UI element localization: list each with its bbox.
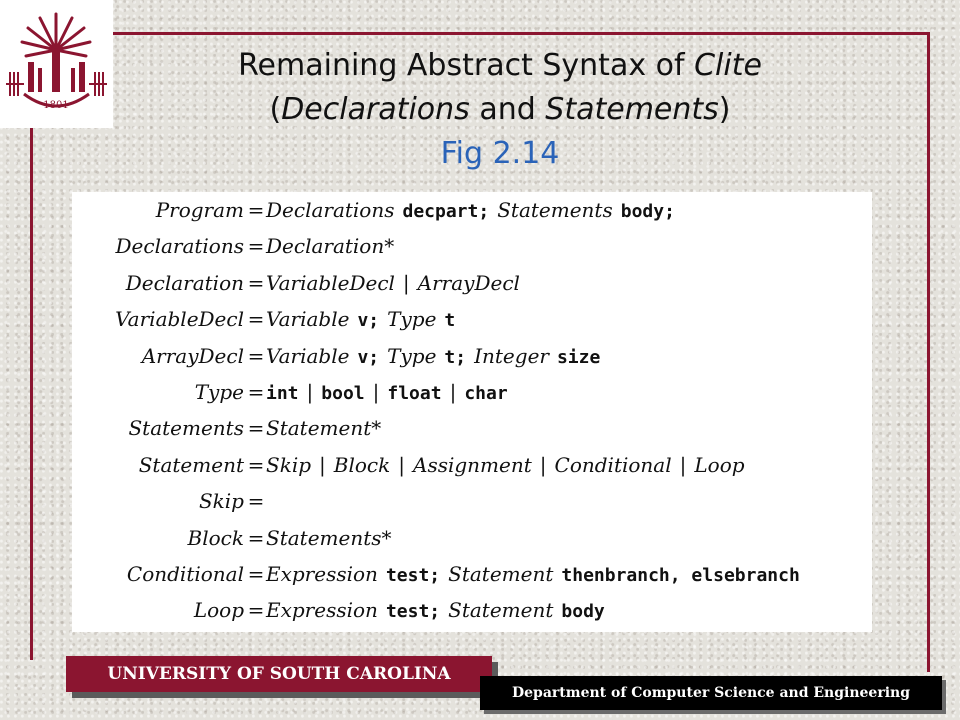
usc-palmetto-seal-icon: [0, 0, 113, 128]
rule-rhs: [266, 592, 605, 630]
rule-field-name: bool: [321, 383, 365, 404]
rule-alternative-bar: |: [539, 452, 547, 477]
frame-right-rule: [927, 32, 930, 672]
rule-equals: =: [247, 489, 265, 514]
rule-lhs: Skip: [198, 489, 244, 514]
title-and: and: [469, 92, 546, 127]
rule-type-name: Block: [333, 452, 391, 477]
grammar-rule: [72, 483, 872, 519]
title-line-2: [160, 88, 840, 132]
grammar-rule: [72, 301, 872, 337]
rule-type-name: VariableDecl: [266, 270, 395, 295]
rule-alternative-bar: |: [398, 452, 405, 477]
rule-field-name: test;: [385, 565, 441, 586]
rule-field-name: v;: [357, 346, 380, 368]
rule-rhs: [266, 192, 675, 230]
rule-type-name: Skip: [266, 452, 312, 477]
rule-type-name: Assignment: [413, 452, 532, 477]
rule-equals: =: [247, 562, 265, 586]
rule-lhs: Type: [194, 380, 244, 404]
rule-field-name: thenbranch, elsebranch: [561, 565, 800, 586]
rule-type-name: Variable: [266, 343, 350, 368]
title-line-1: [160, 44, 840, 88]
rule-lhs: Statements: [128, 416, 244, 441]
rule-rhs: [266, 301, 455, 339]
grammar-figure: [72, 192, 872, 632]
rule-type-name: Statement: [448, 598, 554, 623]
rule-lhs: Declarations: [115, 234, 244, 259]
rule-alternative-bar: |: [402, 270, 410, 295]
rule-lhs: Loop: [193, 598, 244, 623]
rule-field-name: decpart;: [402, 201, 490, 222]
university-banner: UNIVERSITY OF SOUTH CAROLINA: [66, 656, 492, 692]
rule-rhs: [266, 265, 520, 301]
rule-equals: =: [247, 343, 265, 368]
rule-type-name: Statements*: [266, 525, 392, 550]
rule-rhs: [266, 338, 600, 376]
rule-equals: =: [247, 416, 265, 441]
rule-equals: =: [247, 452, 265, 477]
svg-text:1801: 1801: [43, 100, 69, 111]
slide-title: [160, 44, 840, 176]
grammar-rule: [72, 265, 872, 301]
rule-type-name: Declarations: [266, 198, 395, 222]
rule-lhs: Program: [155, 198, 244, 222]
rule-equals: =: [247, 198, 265, 222]
grammar-rule: [72, 520, 872, 556]
rule-field-name: char: [464, 383, 508, 404]
rule-rhs: [266, 520, 392, 556]
grammar-rule: [72, 592, 872, 628]
rule-rhs: [266, 447, 745, 483]
rule-field-name: float: [387, 383, 442, 404]
usc-logo: [0, 0, 113, 128]
rule-type-name: Declaration*: [266, 234, 395, 259]
rule-field-name: test;: [385, 601, 441, 623]
rule-field-name: t;: [444, 346, 467, 368]
rule-type-name: Variable: [266, 307, 350, 332]
title-open-paren: (: [269, 92, 282, 127]
rule-alternative-bar: |: [319, 452, 326, 477]
rule-rhs: [266, 410, 381, 446]
rule-lhs: Statement: [138, 452, 244, 477]
rule-field-name: size: [556, 346, 601, 368]
rule-rhs: [266, 228, 394, 264]
rule-type-name: Type: [387, 343, 437, 368]
grammar-rule: [72, 192, 872, 228]
grammar-rule: [72, 374, 872, 410]
rule-field-name: body: [561, 601, 605, 623]
figure-label: Fig 2.14: [440, 136, 560, 171]
rule-alternative-bar: |: [372, 380, 380, 404]
frame-left-rule: [30, 125, 33, 660]
grammar-rule: [72, 410, 872, 446]
rule-rhs: [266, 556, 800, 594]
rule-equals: =: [247, 270, 265, 295]
rule-lhs: Declaration: [125, 270, 244, 295]
grammar-rule: [72, 228, 872, 264]
rule-alternative-bar: |: [306, 380, 314, 404]
rule-equals: =: [247, 380, 265, 404]
rule-type-name: Statement: [448, 562, 554, 586]
rule-field-name: body;: [620, 201, 675, 222]
rule-equals: =: [247, 525, 265, 550]
rule-equals: =: [247, 234, 265, 259]
grammar-rule: [72, 447, 872, 483]
rule-lhs: ArrayDecl: [141, 343, 244, 368]
rule-alternative-bar: |: [679, 452, 687, 477]
title-plain: Remaining Abstract Syntax of: [238, 48, 695, 83]
rule-type-name: Type: [387, 307, 437, 332]
rule-type-name: Conditional: [554, 452, 672, 477]
rule-lhs: VariableDecl: [115, 307, 244, 332]
rule-type-name: Loop: [694, 452, 745, 477]
rule-equals: =: [247, 598, 265, 623]
rule-type-name: Expression: [266, 562, 378, 586]
department-banner: Department of Computer Science and Engineering: [480, 676, 942, 710]
rule-type-name: Statements: [497, 198, 613, 222]
rule-field-name: v;: [357, 310, 380, 332]
title-close-paren: ): [718, 92, 731, 127]
rule-equals: =: [247, 307, 265, 332]
title-statements: Statements: [545, 92, 719, 127]
rule-lhs: Block: [187, 525, 244, 550]
title-clite: Clite: [694, 48, 762, 83]
grammar-rule: [72, 338, 872, 374]
rule-field-name: int: [266, 383, 299, 404]
rule-type-name: Statement*: [266, 416, 382, 441]
rule-rhs: [266, 374, 508, 412]
rule-type-name: Integer: [474, 343, 549, 368]
rule-alternative-bar: |: [449, 380, 457, 404]
rule-field-name: t: [444, 310, 456, 332]
rule-lhs: Conditional: [126, 562, 244, 586]
frame-top-rule: [112, 32, 930, 35]
rule-type-name: Expression: [266, 598, 378, 623]
rule-type-name: ArrayDecl: [417, 270, 520, 295]
title-declarations: Declarations: [281, 92, 470, 127]
grammar-rule: [72, 556, 872, 592]
